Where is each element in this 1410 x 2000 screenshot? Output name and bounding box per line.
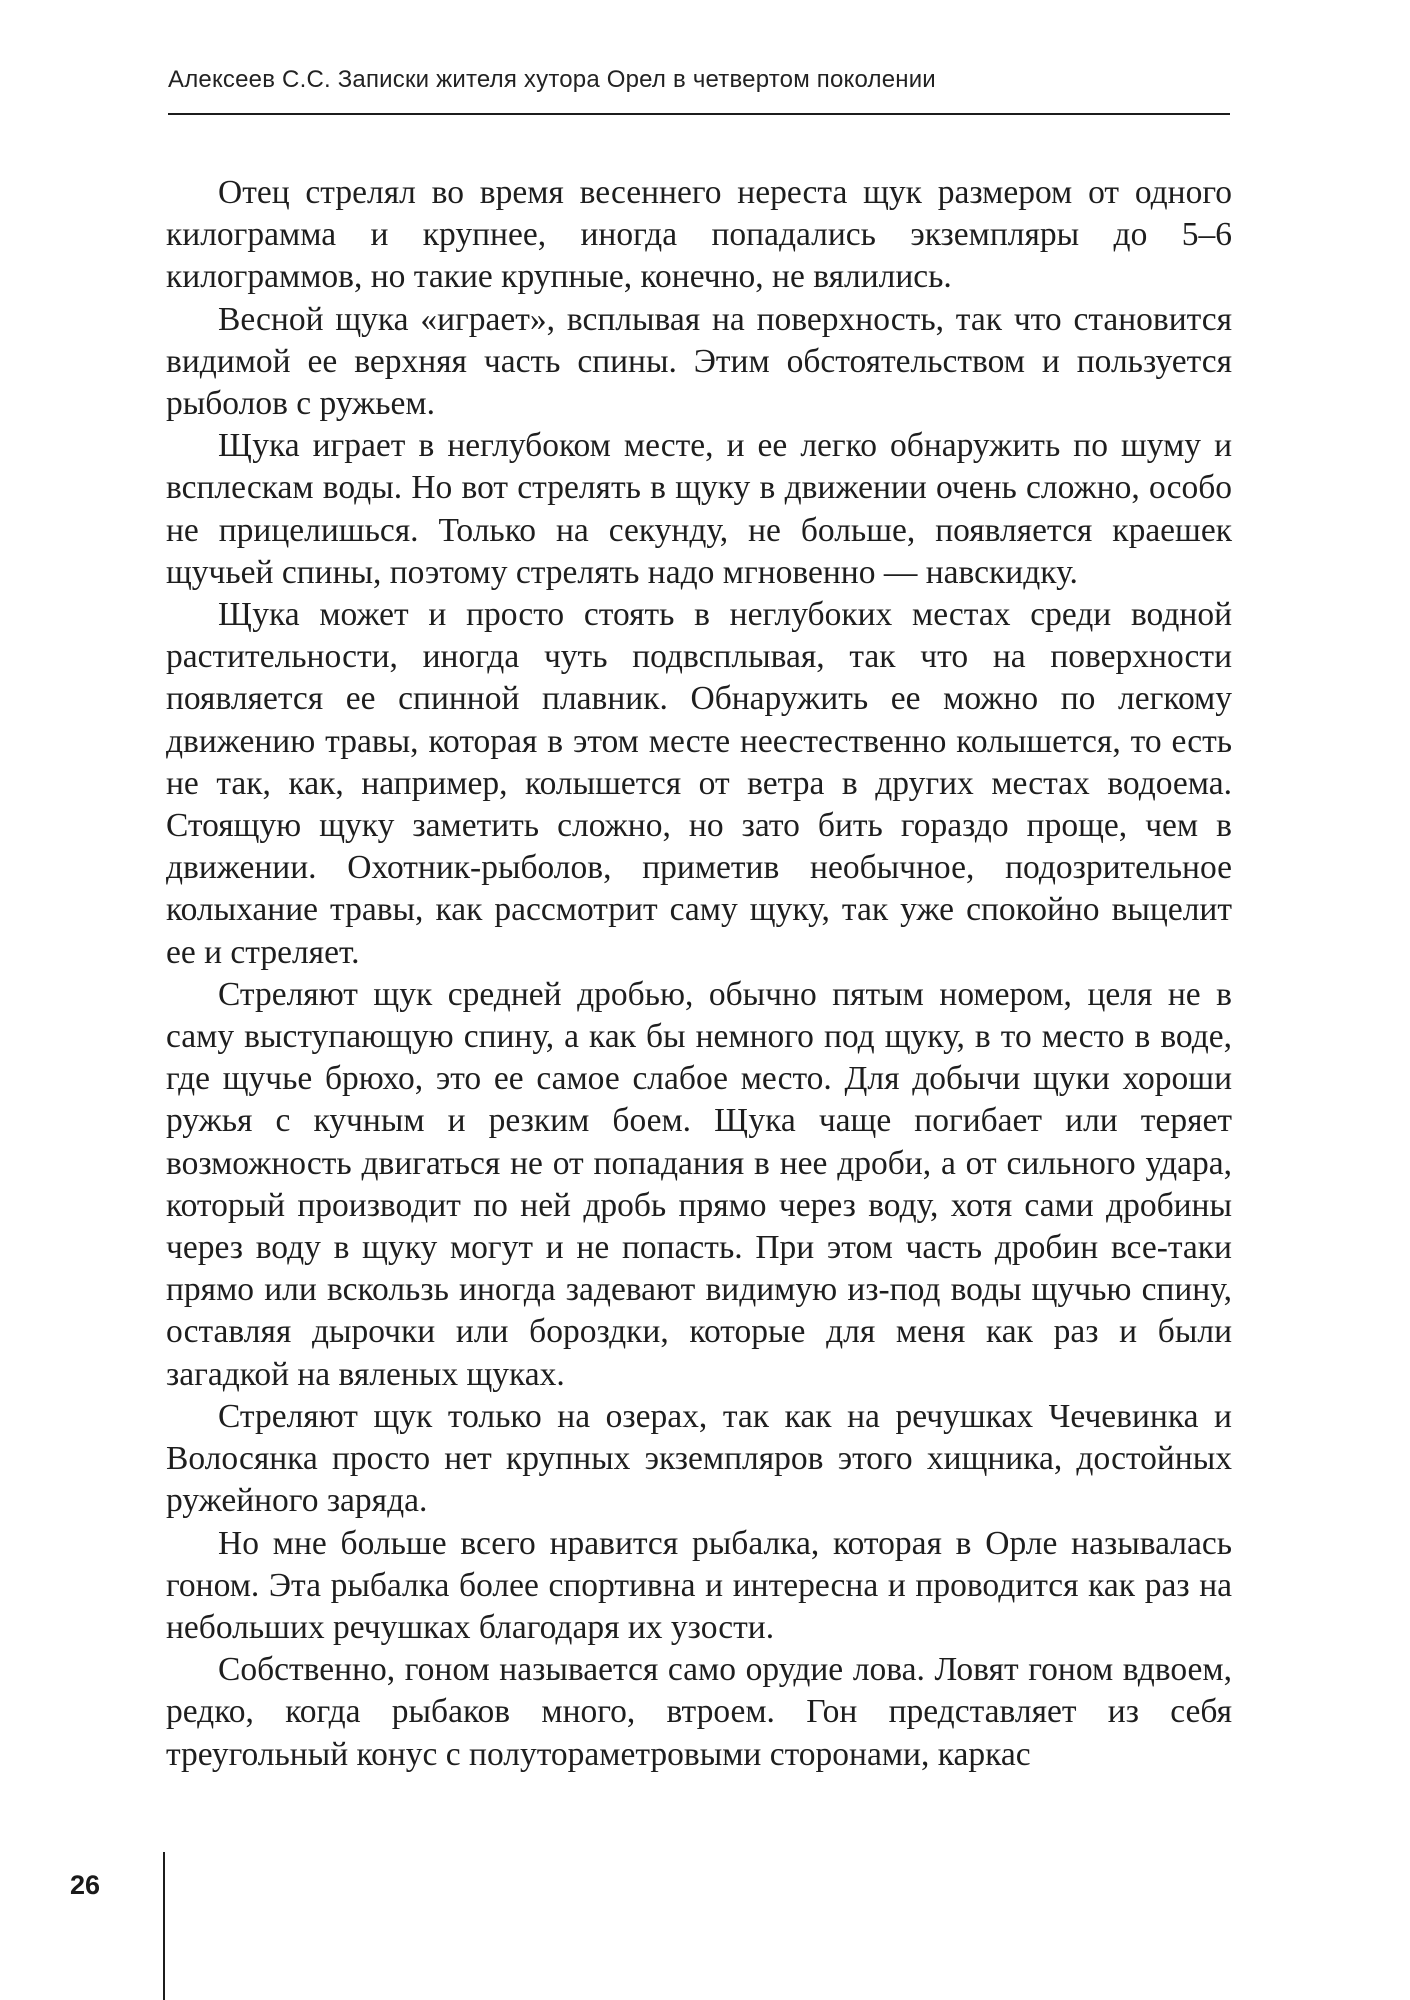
- body-text: [166, 172, 1232, 1776]
- header-rule: [168, 113, 1230, 115]
- paragraph: Стреляют щук средней дробью, обычно пятым номером, целя не в саму выступающую спину, а как бы немного под щуку, в то место в воде, где щучье брюхо, это ее самое слабое место. Для добычи щуки хороши ружья с кучным и резким боем. Щука чаще погибает или теряет возможность двигаться не от попадания в нее дроби, а от сильного удара, который производит по ней дробь прямо через воду, хотя сами дробины через воду в щуку могут и не попасть. При этом часть дробин все-таки прямо или вскользь иногда задевают видимую из-под воды щучью спину, оставляя дырочки или бороздки, которые для меня как раз и были загадкой на вяленых щуках.: [166, 975, 1232, 1393]
- paragraph: Щука может и просто стоять в неглубоких местах среди водной растительности, иногда чуть подвсплывая, так что на поверхности появляется ее спинной плавник. Обнаружить ее можно по легкому движению травы, которая в этом месте неестественно колышется, то есть не так, как, например, колышется от ветра в других местах водоема. Стоящую щуку заметить сложно, но зато бить гораздо проще, чем в движении. Охотник-рыболов, приметив необычное, подозрительное колыхание травы, как рассмотрит саму щуку, так уже спокойно выцелит ее и стреляет.: [166, 596, 1232, 971]
- running-header: Алексеев С.С. Записки жителя хутора Орел в четвертом поколении: [168, 66, 936, 93]
- paragraph: Щука играет в неглубоком месте, и ее легко обнаружить по шуму и всплескам воды. Но вот стрелять в щуку в движении очень сложно, особо не прицелишься. Только на секунду, не больше, появляется краешек щучьей спины, поэтому стрелять надо мгновенно — навскидку.: [166, 427, 1232, 591]
- page-number: 26: [70, 1870, 101, 1900]
- paragraph: Стреляют щук только на озерах, так как на речушках Чечевинка и Волосянка просто нет крупных экземпляров этого хищника, достойных ружейного заряда.: [166, 1397, 1232, 1520]
- paragraph: Весной щука «играет», всплывая на поверхность, так что становится видимой ее верхняя часть спины. Этим обстоятельством и пользуется рыболов с ружьем.: [166, 300, 1232, 423]
- paragraph: Отец стрелял во время весеннего нереста щук размером от одного килограмма и крупнее, иногда попадались экземпляры до 5–6 килограммов, но такие крупные, конечно, не вялились.: [166, 174, 1232, 296]
- footer-rule: [163, 1852, 165, 2000]
- paragraph: Собственно, гоном называется само орудие лова. Ловят гоном вдвоем, редко, когда рыбаков много, втроем. Гон представляет из себя треугольный конус с полутораметровыми сторонами, каркас: [166, 1651, 1232, 1773]
- paragraph: Но мне больше всего нравится рыбалка, которая в Орле называлась гоном. Эта рыбалка более спортивна и интересна и проводится как раз на небольших речушках благодаря их узости.: [166, 1524, 1232, 1646]
